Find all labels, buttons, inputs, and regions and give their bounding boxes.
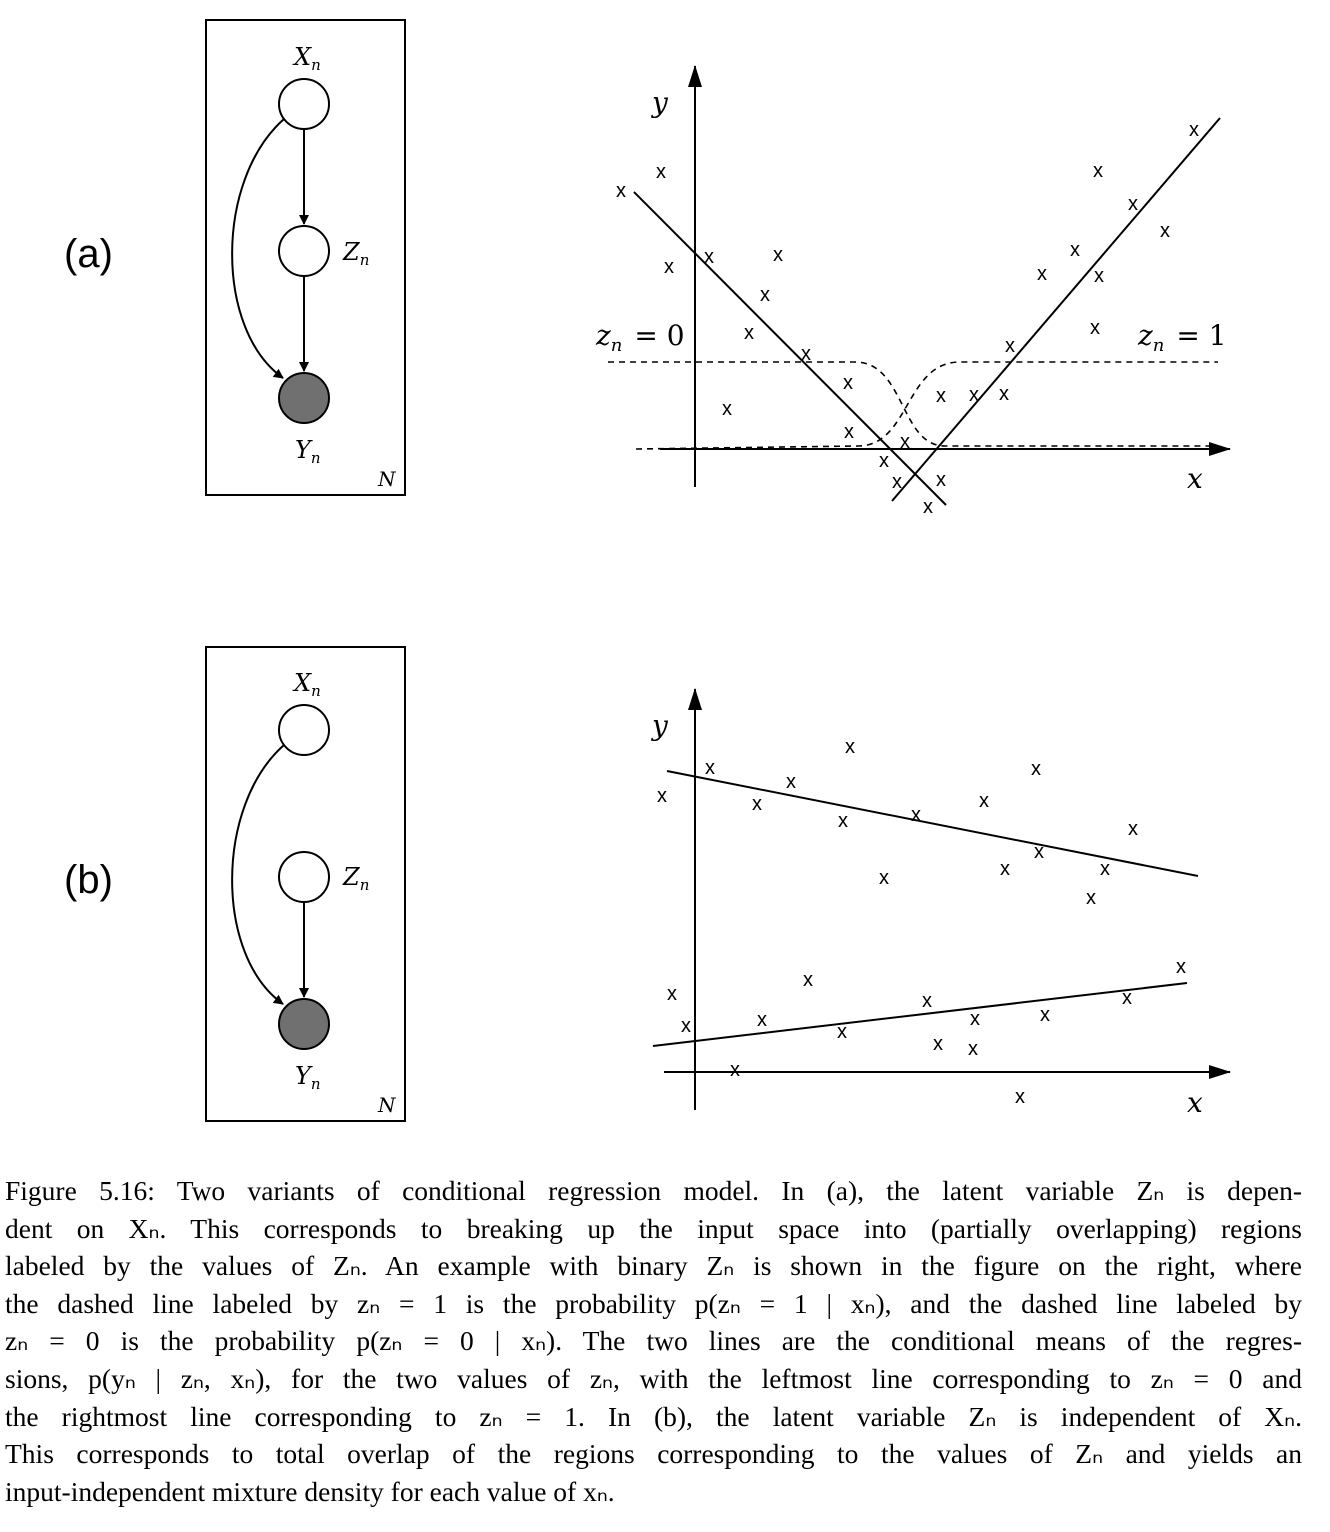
graphical-model-b xyxy=(206,647,405,1121)
data-point: x xyxy=(1037,263,1047,285)
node-y-b xyxy=(279,999,329,1049)
data-point: x xyxy=(1189,119,1199,141)
data-point: x xyxy=(1122,987,1132,1009)
node-x-a xyxy=(279,79,329,129)
data-point: x xyxy=(803,969,813,991)
data-point: x xyxy=(900,431,910,453)
data-point: x xyxy=(936,385,946,407)
data-point: x xyxy=(1005,335,1015,357)
data-points-b xyxy=(657,736,1186,1108)
data-point: x xyxy=(704,246,714,268)
data-point: x xyxy=(879,450,889,472)
data-points-a xyxy=(616,119,1199,518)
data-point: x xyxy=(843,372,853,394)
node-y-label-b: $Y_n$ xyxy=(295,1062,321,1093)
data-point: x xyxy=(1128,818,1138,840)
regression-line-lower xyxy=(653,983,1187,1046)
data-point: x xyxy=(911,804,921,826)
regression-line-upper xyxy=(667,771,1198,876)
y-axis-label-a: y xyxy=(652,86,668,119)
plot-a xyxy=(595,66,1230,518)
data-point: x xyxy=(667,983,677,1005)
data-point: x xyxy=(1000,858,1010,880)
caption-line: the dashed line labeled by zₙ = 1 is the probability p(zₙ = 1 | xₙ), and the dashed line labeled by xyxy=(5,1287,1302,1319)
data-point: x xyxy=(1100,858,1110,880)
caption-line: zₙ = 0 is the probability p(zₙ = 0 | xₙ). The two lines are the conditional means of the regres- xyxy=(5,1325,1302,1357)
data-point: x xyxy=(1015,1086,1025,1108)
data-point: x xyxy=(664,256,674,278)
node-z-label-a: $Z_n$ xyxy=(343,238,370,269)
panel-label-b: (b) xyxy=(64,858,113,902)
data-point: x xyxy=(744,322,754,344)
caption-line: dent on Xₙ. This corresponds to breaking up the input space into (partially overlapping) regions xyxy=(5,1212,1302,1244)
data-point: x xyxy=(1034,841,1044,863)
data-point: x xyxy=(979,790,989,812)
data-point: x xyxy=(837,1021,847,1043)
data-point: x xyxy=(1128,193,1138,215)
node-x-label-a: $X_n$ xyxy=(294,43,321,74)
data-point: x xyxy=(1031,758,1041,780)
caption-line: input-independent mixture density for each value of xₙ. xyxy=(5,1475,615,1507)
edge-x-y-a xyxy=(232,119,284,378)
data-point: x xyxy=(892,471,902,493)
data-point: x xyxy=(968,1038,978,1060)
edge-x-y-b xyxy=(232,745,284,1004)
data-point: x xyxy=(1160,220,1170,242)
data-point: x xyxy=(681,1015,691,1037)
x-axis-label-b: x xyxy=(1187,1086,1203,1119)
data-point: x xyxy=(722,398,732,420)
regression-line-z1 xyxy=(892,118,1220,501)
plate-label-b: N xyxy=(378,1093,396,1117)
data-point: x xyxy=(773,244,783,266)
caption-line: sions, p(yₙ | zₙ, xₙ), for the two values of zₙ, with the leftmost line corresponding to zₙ = 0 and xyxy=(5,1362,1302,1394)
data-point: x xyxy=(844,421,854,443)
plot-b xyxy=(650,689,1230,1119)
data-point: x xyxy=(616,180,626,202)
figure-caption xyxy=(5,1172,1302,1510)
caption-line: Figure 5.16: Two variants of conditional regression model. In (a), the latent variable Zₙ is depen- xyxy=(5,1175,1302,1206)
node-x-b xyxy=(279,705,329,755)
data-point: x xyxy=(999,383,1009,405)
data-point: x xyxy=(933,1033,943,1055)
data-point: x xyxy=(922,990,932,1012)
caption-line: the rightmost line corresponding to zₙ = 1. In (b), the latent variable Zₙ is independent of Xₙ. xyxy=(5,1400,1302,1432)
data-point: x xyxy=(786,771,796,793)
data-point: x xyxy=(757,1009,767,1031)
data-point: x xyxy=(1086,887,1096,909)
graphical-model-a xyxy=(206,20,405,495)
data-point: x xyxy=(1090,317,1100,339)
node-y-label-a: $Y_n$ xyxy=(295,436,321,467)
data-point: x xyxy=(969,384,979,406)
region-label-z1: $z_n = 1$ xyxy=(1138,319,1227,356)
node-z-b xyxy=(279,852,329,902)
data-point: x xyxy=(879,867,889,889)
data-point: x xyxy=(730,1059,740,1081)
data-point: x xyxy=(923,496,933,518)
data-point: x xyxy=(1040,1004,1050,1026)
node-z-label-b: $Z_n$ xyxy=(343,863,370,894)
plate-label-a: N xyxy=(378,467,396,491)
node-x-label-b: $X_n$ xyxy=(294,669,321,700)
x-axis-label-a: x xyxy=(1187,462,1203,495)
data-point: x xyxy=(656,161,666,183)
data-point: x xyxy=(705,757,715,779)
caption-line: This corresponds to total overlap of the regions corresponding to the values of Zₙ and yields an xyxy=(5,1438,1302,1470)
region-label-z0: $z_n = 0$ xyxy=(596,319,685,356)
data-point: x xyxy=(838,810,848,832)
data-point: x xyxy=(936,469,946,491)
data-point: x xyxy=(1093,160,1103,182)
node-z-a xyxy=(279,226,329,276)
data-point: x xyxy=(801,343,811,365)
panel-label-a: (a) xyxy=(64,232,113,276)
y-axis-label-b: y xyxy=(652,709,668,742)
caption-line: labeled by the values of Zₙ. An example with binary Zₙ is shown in the figure on the right, where xyxy=(5,1250,1302,1282)
data-point: x xyxy=(970,1008,980,1030)
data-point: x xyxy=(752,793,762,815)
data-point: x xyxy=(845,736,855,758)
node-y-a xyxy=(279,373,329,423)
data-point: x xyxy=(1070,239,1080,261)
data-point: x xyxy=(1094,265,1104,287)
data-point: x xyxy=(760,284,770,306)
data-point: x xyxy=(657,785,667,807)
data-point: x xyxy=(1176,956,1186,978)
